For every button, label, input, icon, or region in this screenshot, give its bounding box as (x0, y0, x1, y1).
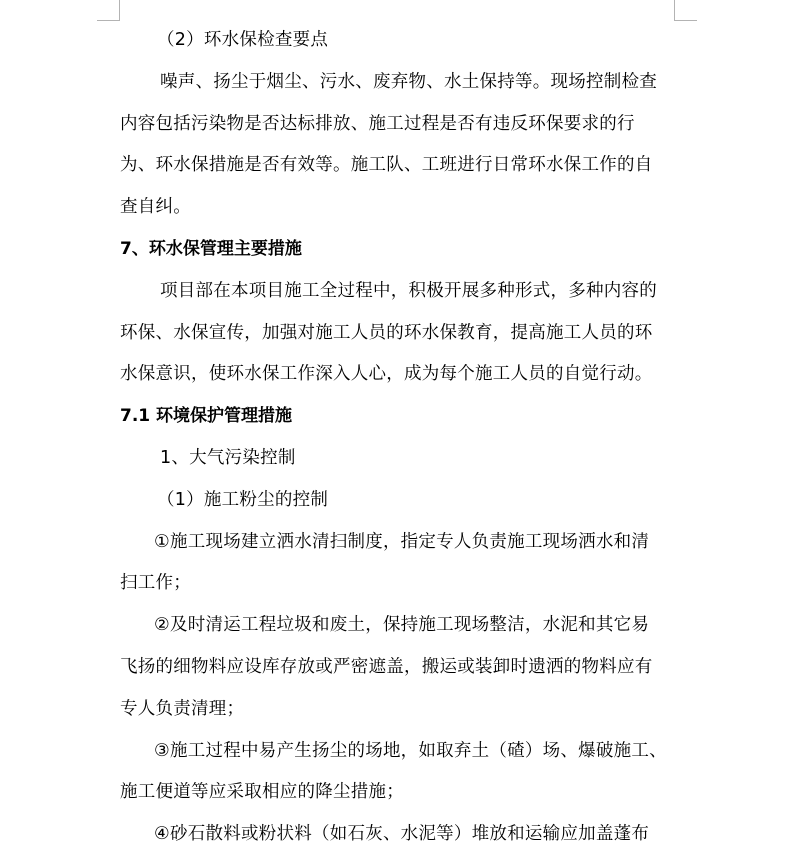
paragraph-line: 内容包括污染物是否达标排放、施工过程是否有违反环保要求的行 (120, 113, 635, 134)
paragraph-line: 查自纠。 (120, 197, 191, 218)
section-heading-7-1: 7.1 环境保护管理措施 (120, 406, 293, 427)
list-item-line: 施工便道等应采取相应的降尘措施； (120, 782, 404, 803)
subheading-dust-control: （1）施工粉尘的控制 (157, 489, 329, 510)
list-item-line: 扫工作； (120, 573, 191, 594)
list-item-line: ④砂石散料或粉状料（如石灰、水泥等）堆放和运输应加盖蓬布 (154, 824, 650, 845)
list-item-line: ①施工现场建立洒水清扫制度，指定专人负责施工现场洒水和清 (154, 531, 650, 552)
paragraph-line: 为、环水保措施是否有效等。施工队、工班进行日常环水保工作的自 (120, 155, 653, 176)
top-left-margin-marker (97, 0, 120, 21)
paragraph-line: 噪声、扬尘于烟尘、污水、废弃物、水土保持等。现场控制检查 (160, 71, 657, 92)
paragraph-line: 环保、水保宣传，加强对施工人员的环水保教育，提高施工人员的环 (120, 322, 653, 343)
list-item-line: ②及时清运工程垃圾和废土，保持施工现场整洁，水泥和其它易 (154, 615, 650, 636)
subheading-air-pollution: 1、大气污染控制 (160, 447, 296, 468)
list-item-line: ③施工过程中易产生扬尘的场地，如取弃土（碴）场、爆破施工、 (154, 740, 667, 761)
top-right-margin-marker (674, 0, 697, 21)
subheading-env-check-points: （2）环水保检查要点 (157, 30, 329, 50)
document-body (120, 20, 680, 856)
list-item-line: 飞扬的细物料应设库存放或严密遮盖，搬运或装卸时遗洒的物料应有 (120, 656, 653, 677)
paragraph-line: 水保意识，使环水保工作深入人心，成为每个施工人员的自觉行动。 (120, 364, 653, 385)
section-heading-7: 7、环水保管理主要措施 (120, 238, 302, 259)
list-item-line: 专人负责清理； (120, 698, 245, 719)
paragraph-line: 项目部在本项目施工全过程中，积极开展多种形式，多种内容的 (160, 280, 657, 301)
